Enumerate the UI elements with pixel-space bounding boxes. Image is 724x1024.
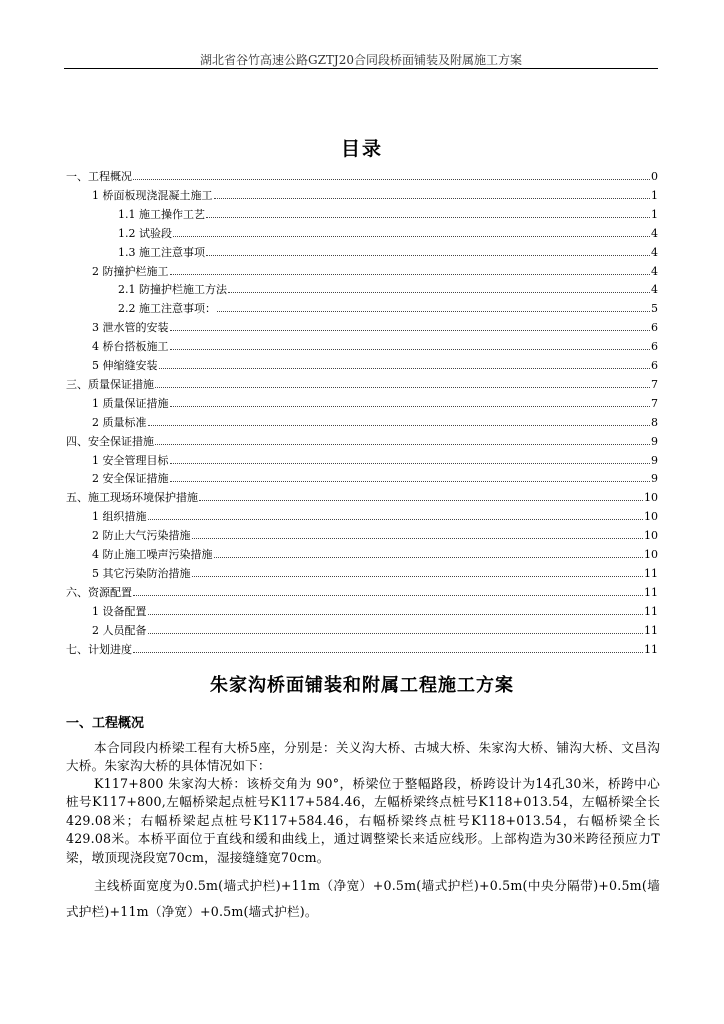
toc-entry-page: 11 [644, 585, 658, 599]
toc-entry[interactable] [92, 189, 658, 203]
toc-entry[interactable] [118, 246, 658, 260]
toc-entry-label: 2 防止大气污染措施 [92, 529, 191, 543]
toc-entry-page: 6 [651, 359, 658, 372]
toc-title: 目录 [340, 138, 383, 160]
toc-entry[interactable] [66, 170, 658, 184]
header-rule [64, 68, 658, 69]
toc-leader-dots [155, 444, 650, 445]
toc-entry-label: 2.2 施工注意事项： [118, 302, 216, 316]
toc-entry-page: 7 [651, 396, 658, 410]
toc-entry-label: 2 安全保证措施 [92, 472, 169, 486]
toc-entry[interactable] [92, 340, 658, 354]
toc-entry-label: 三、质量保证措施 [66, 377, 154, 391]
toc-entry-label: 5 伸缩缝安装 [92, 359, 158, 372]
toc-entry[interactable] [92, 416, 658, 430]
toc-entry[interactable] [92, 359, 658, 373]
toc-leader-dots [148, 519, 644, 520]
toc-leader-dots [206, 217, 650, 218]
toc-entry-label: 1 质量保证措施 [92, 396, 169, 410]
toc-leader-dots [214, 557, 644, 558]
toc-leader-dots [217, 311, 650, 312]
toc-leader-dots [228, 292, 650, 293]
section-heading: 一、工程概况 [66, 716, 145, 731]
toc-entry[interactable] [92, 548, 658, 562]
toc-entry-label: 4 桥台搭板施工 [92, 340, 169, 354]
toc-leader-dots [170, 406, 651, 407]
toc-leader-dots [133, 595, 643, 596]
toc-entry[interactable] [66, 643, 658, 657]
toc-entry-label: 五、施工现场环境保护措施 [66, 491, 198, 505]
toc-entry[interactable] [92, 472, 658, 486]
toc-leader-dots [133, 179, 650, 180]
toc-leader-dots [133, 652, 643, 653]
toc-entry[interactable] [92, 397, 658, 411]
document-title: 朱家沟桥面铺装和附属工程施工方案 [210, 675, 514, 696]
toc-entry-page: 4 [651, 245, 658, 259]
toc-entry[interactable] [92, 567, 658, 581]
toc-entry-label: 一、工程概况 [66, 170, 132, 183]
running-header: 湖北省谷竹高速公路GZTJ20合同段桥面铺装及附属施工方案 [199, 53, 522, 67]
toc-leader-dots [170, 463, 651, 464]
toc-entry-page: 6 [651, 340, 658, 354]
toc-entry-page: 10 [644, 510, 658, 524]
toc-entry-label: 四、安全保证措施 [66, 434, 154, 448]
toc-entry-label: 七、计划进度 [66, 642, 132, 656]
toc-entry-label: 2 质量标准 [92, 415, 147, 429]
toc-entry-label: 1 设备配置 [92, 604, 147, 618]
toc-entry-page: 8 [651, 415, 658, 429]
toc-entry-label: 1.3 施工注意事项 [118, 245, 205, 259]
toc-entry-label: 3 泄水管的安装 [92, 321, 169, 335]
toc-entry-page: 4 [651, 226, 658, 240]
toc-entry-page: 10 [644, 491, 658, 505]
toc-entry[interactable] [118, 227, 658, 241]
toc-leader-dots [155, 387, 650, 388]
toc-entry-page: 0 [651, 170, 658, 183]
body-paragraph: K117+800 朱家沟大桥：该桥交角为 90°，桥梁位于整幅路段，桥跨设计为14孔30米，桥跨中心桩号K117+800,左幅桥梁起点桩号K117+584.46，左幅桥梁终点桩号K118+013.54，左幅桥梁全长429.08米；右幅桥梁起点桩号K117+584.46，右幅桥梁终点桩号K118+013.54，右幅桥梁全长429.08米。本桥平面位于直线和缓和曲线上，通过调整梁长来适应线形。上部构造为30米跨径预应力T梁，墩顶现浇段宽70cm，湿接缝缝宽70cm。 [66, 776, 660, 865]
toc-entry-label: 六、资源配置 [66, 585, 132, 599]
toc-entry-label: 2.1 防撞护栏施工方法 [118, 283, 227, 297]
toc-entry-label: 4 防止施工噪声污染措施 [92, 548, 213, 561]
toc-entry[interactable] [92, 265, 658, 279]
toc-entry-page: 9 [651, 472, 658, 486]
toc-entry-page: 5 [651, 302, 658, 316]
toc-entry[interactable] [118, 208, 658, 222]
toc-leader-dots [148, 614, 644, 615]
toc-entry-page: 7 [651, 377, 658, 391]
toc-entry-page: 11 [644, 566, 658, 580]
toc-entry-page: 4 [651, 283, 658, 297]
toc-entry-page: 9 [651, 434, 658, 448]
toc-entry-label: 1 组织措施 [92, 510, 147, 524]
toc-entry-label: 1 安全管理目标 [92, 453, 169, 467]
toc-leader-dots [148, 425, 651, 426]
toc-entry[interactable] [118, 302, 658, 316]
toc-entry[interactable] [92, 321, 658, 335]
toc-entry[interactable] [92, 529, 658, 543]
toc-entry-label: 1.2 试验段 [118, 226, 172, 240]
toc-entry-label: 1.1 施工操作工艺 [118, 207, 205, 221]
toc-entry[interactable] [92, 510, 658, 524]
toc-entry[interactable] [66, 435, 658, 449]
toc-entry[interactable] [118, 283, 658, 297]
toc-entry-page: 11 [644, 642, 658, 656]
toc-entry-label: 1 桥面板现浇混凝土施工 [92, 188, 213, 202]
toc-entry-label: 2 防撞护栏施工 [92, 264, 169, 278]
body-paragraph: 本合同段内桥梁工程有大桥5座，分别是：关义沟大桥、古城大桥、朱家沟大桥、铺沟大桥、文昌沟大桥。朱家沟大桥的具体情况如下： [66, 740, 660, 774]
toc-leader-dots [170, 481, 651, 482]
body-paragraph: 主线桥面宽度为0.5m(墙式护栏)+11m（净宽）+0.5m(墙式护栏)+0.5m(中央分隔带)+0.5m(墙式护栏)+11m（净宽）+0.5m(墙式护栏)。 [66, 878, 660, 919]
toc-entry[interactable] [92, 454, 658, 468]
toc-leader-dots [170, 330, 651, 331]
toc-leader-dots [148, 633, 644, 634]
toc-entry-label: 2 人员配备 [92, 623, 147, 637]
toc-leader-dots [170, 274, 651, 275]
toc-leader-dots [159, 368, 651, 369]
toc-entry-page: 1 [651, 207, 658, 221]
toc-entry-page: 11 [644, 623, 658, 637]
toc-leader-dots [206, 255, 650, 256]
toc-entry-page: 10 [644, 529, 658, 543]
toc-entry[interactable] [92, 605, 658, 619]
toc-leader-dots [173, 236, 650, 237]
toc-entry-page: 10 [644, 548, 658, 561]
toc-leader-dots [192, 538, 644, 539]
toc-leader-dots [192, 576, 644, 577]
toc-entry[interactable] [66, 586, 658, 600]
toc-leader-dots [214, 198, 651, 199]
toc-entry[interactable] [66, 491, 658, 505]
toc-entry[interactable] [66, 378, 658, 392]
toc-leader-dots [199, 500, 643, 501]
toc-entry-page: 6 [651, 321, 658, 335]
toc-entry-page: 4 [651, 264, 658, 278]
toc-leader-dots [170, 349, 651, 350]
toc-entry-page: 11 [644, 604, 658, 618]
toc-entry-label: 5 其它污染防治措施 [92, 566, 191, 580]
toc-entry[interactable] [92, 624, 658, 638]
toc-entry-page: 9 [651, 453, 658, 467]
toc-entry-page: 1 [651, 188, 658, 202]
